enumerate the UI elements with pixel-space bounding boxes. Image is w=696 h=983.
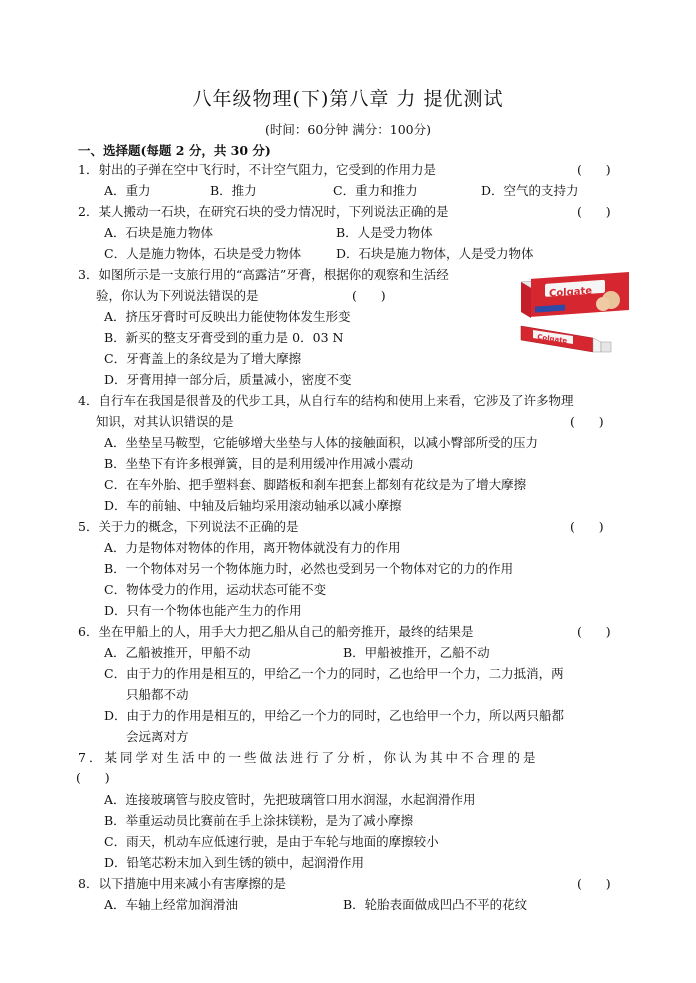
q6-option-c: C．由于力的作用是相互的，甲给乙一个力的同时，乙也给甲一个力，二力抵消，两 [104,666,564,681]
q1-option-a: A．重力 [104,183,151,198]
q4-option-b: B．坐垫下有许多根弹簧，目的是利用缓冲作用减小震动 [104,456,414,471]
q5-option-b: B．一个物体对另一个物体施力时，必然也受到另一个物体对它的力的作用 [104,561,514,576]
q8-option-b: B．轮胎表面做成凹凸不平的花纹 [343,897,528,912]
question-7-stem: 7．某同学对生活中的一些做法进行了分析，你认为其中不合理的是 [78,750,539,765]
q2-option-a: A．石块是施力物体 [104,225,214,240]
q6-option-d: D．由于力的作用是相互的，甲给乙一个力的同时，乙也给甲一个力，所以两只船都 [104,708,565,723]
q7-option-a: A．连接玻璃管与胶皮管时，先把玻璃管口用水润湿，水起润滑作用 [104,792,476,807]
q4-option-c: C．在车外胎、把手塑料套、脚踏板和刹车把套上都刻有花纹是为了增大摩擦 [104,477,527,492]
q2-option-b: B．人是受力物体 [336,225,433,240]
q6-option-b: B．甲船被推开，乙船不动 [343,645,490,660]
answer-blank[interactable]: ( ) [570,519,604,534]
answer-blank[interactable]: ( ) [577,876,611,891]
q2-option-c: C．人是施力物体，石块是受力物体 [104,246,302,261]
q5-option-d: D．只有一个物体也能产生力的作用 [104,603,302,618]
question-2-stem: 2．某人搬动一石块，在研究石块的受力情况时，下列说法正确的是 [78,204,449,219]
q1-option-c: C．重力和推力 [333,183,418,198]
q6-option-d-cont: 会远离对方 [126,729,189,744]
page-title: 八年级物理(下)第八章 力 提优测试 [192,88,504,110]
q3-option-b: B．新买的整支牙膏受到的重力是 0．03 N [104,330,344,345]
answer-blank[interactable]: ( ) [352,288,386,303]
answer-blank[interactable]: ( ) [577,624,611,639]
q3-option-a: A．挤压牙膏时可反映出力能使物体发生形变 [104,309,351,324]
brand-text: Colgate [536,333,568,346]
answer-blank[interactable]: ( ) [577,162,611,177]
q5-option-a: A．力是物体对物体的作用，离开物体就没有力的作用 [104,540,401,555]
q6-option-a: A．乙船被推开，甲船不动 [104,645,251,660]
question-3-stem: 3．如图所示是一支旅行用的“高露洁”牙膏，根据你的观察和生活经 [78,267,449,282]
q7-option-c: C．雨天，机动车应低速行驶，是由于车轮与地面的摩擦较小 [104,834,439,849]
q1-option-d: D．空气的支持力 [481,183,579,198]
question-4-stem-cont: 知识，对其认识错误的是 [96,414,234,429]
q2-option-d: D．石块是施力物体，人是受力物体 [336,246,534,261]
q5-option-c: C．物体受力的作用，运动状态可能不变 [104,582,327,597]
q4-option-a: A．坐垫呈马鞍型，它能够增大坐垫与人体的接触面积，以减小臀部所受的压力 [104,435,539,450]
question-3-stem-cont: 验，你认为下列说法错误的是 [96,288,259,303]
question-6-stem: 6．坐在甲船上的人，用手大力把乙船从自己的船旁推开，最终的结果是 [78,624,474,639]
q1-option-b: B．推力 [210,183,257,198]
q8-option-a: A．车轴上经常加润滑油 [104,897,239,912]
q7-option-b: B．举重运动员比赛前在手上涂抹镁粉，是为了减小摩擦 [104,813,414,828]
q7-option-d: D．铅笔芯粉末加入到生锈的锁中，起润滑作用 [104,855,365,870]
exam-info: (时间：60分钟 满分：100分) [265,122,431,137]
q3-option-d: D．牙膏用掉一部分后，质量减小，密度不变 [104,372,352,387]
section-heading: 一、选择题(每题 2 分，共 30 分) [78,143,271,158]
q3-option-c: C．牙膏盖上的条纹是为了增大摩擦 [104,351,302,366]
brand-text: Colgate [549,285,593,300]
question-8-stem: 8．以下措施中用来减小有害摩擦的是 [78,876,286,891]
toothpaste-image [515,268,635,368]
answer-blank[interactable]: ( ) [76,770,110,785]
q4-option-d: D．车的前轴、中轴及后轴均采用滚动轴承以减小摩擦 [104,498,402,513]
answer-blank[interactable]: ( ) [570,414,604,429]
answer-blank[interactable]: ( ) [577,204,611,219]
q6-option-c-cont: 只船都不动 [126,687,189,702]
question-1-stem: 1．射出的子弹在空中飞行时，不计空气阻力，它受到的作用力是 [78,162,436,177]
question-5-stem: 5．关于力的概念，下列说法不正确的是 [78,519,299,534]
question-4-stem: 4．自行车在我国是很普及的代步工具，从自行车的结构和使用上来看，它涉及了许多物理 [78,393,574,408]
